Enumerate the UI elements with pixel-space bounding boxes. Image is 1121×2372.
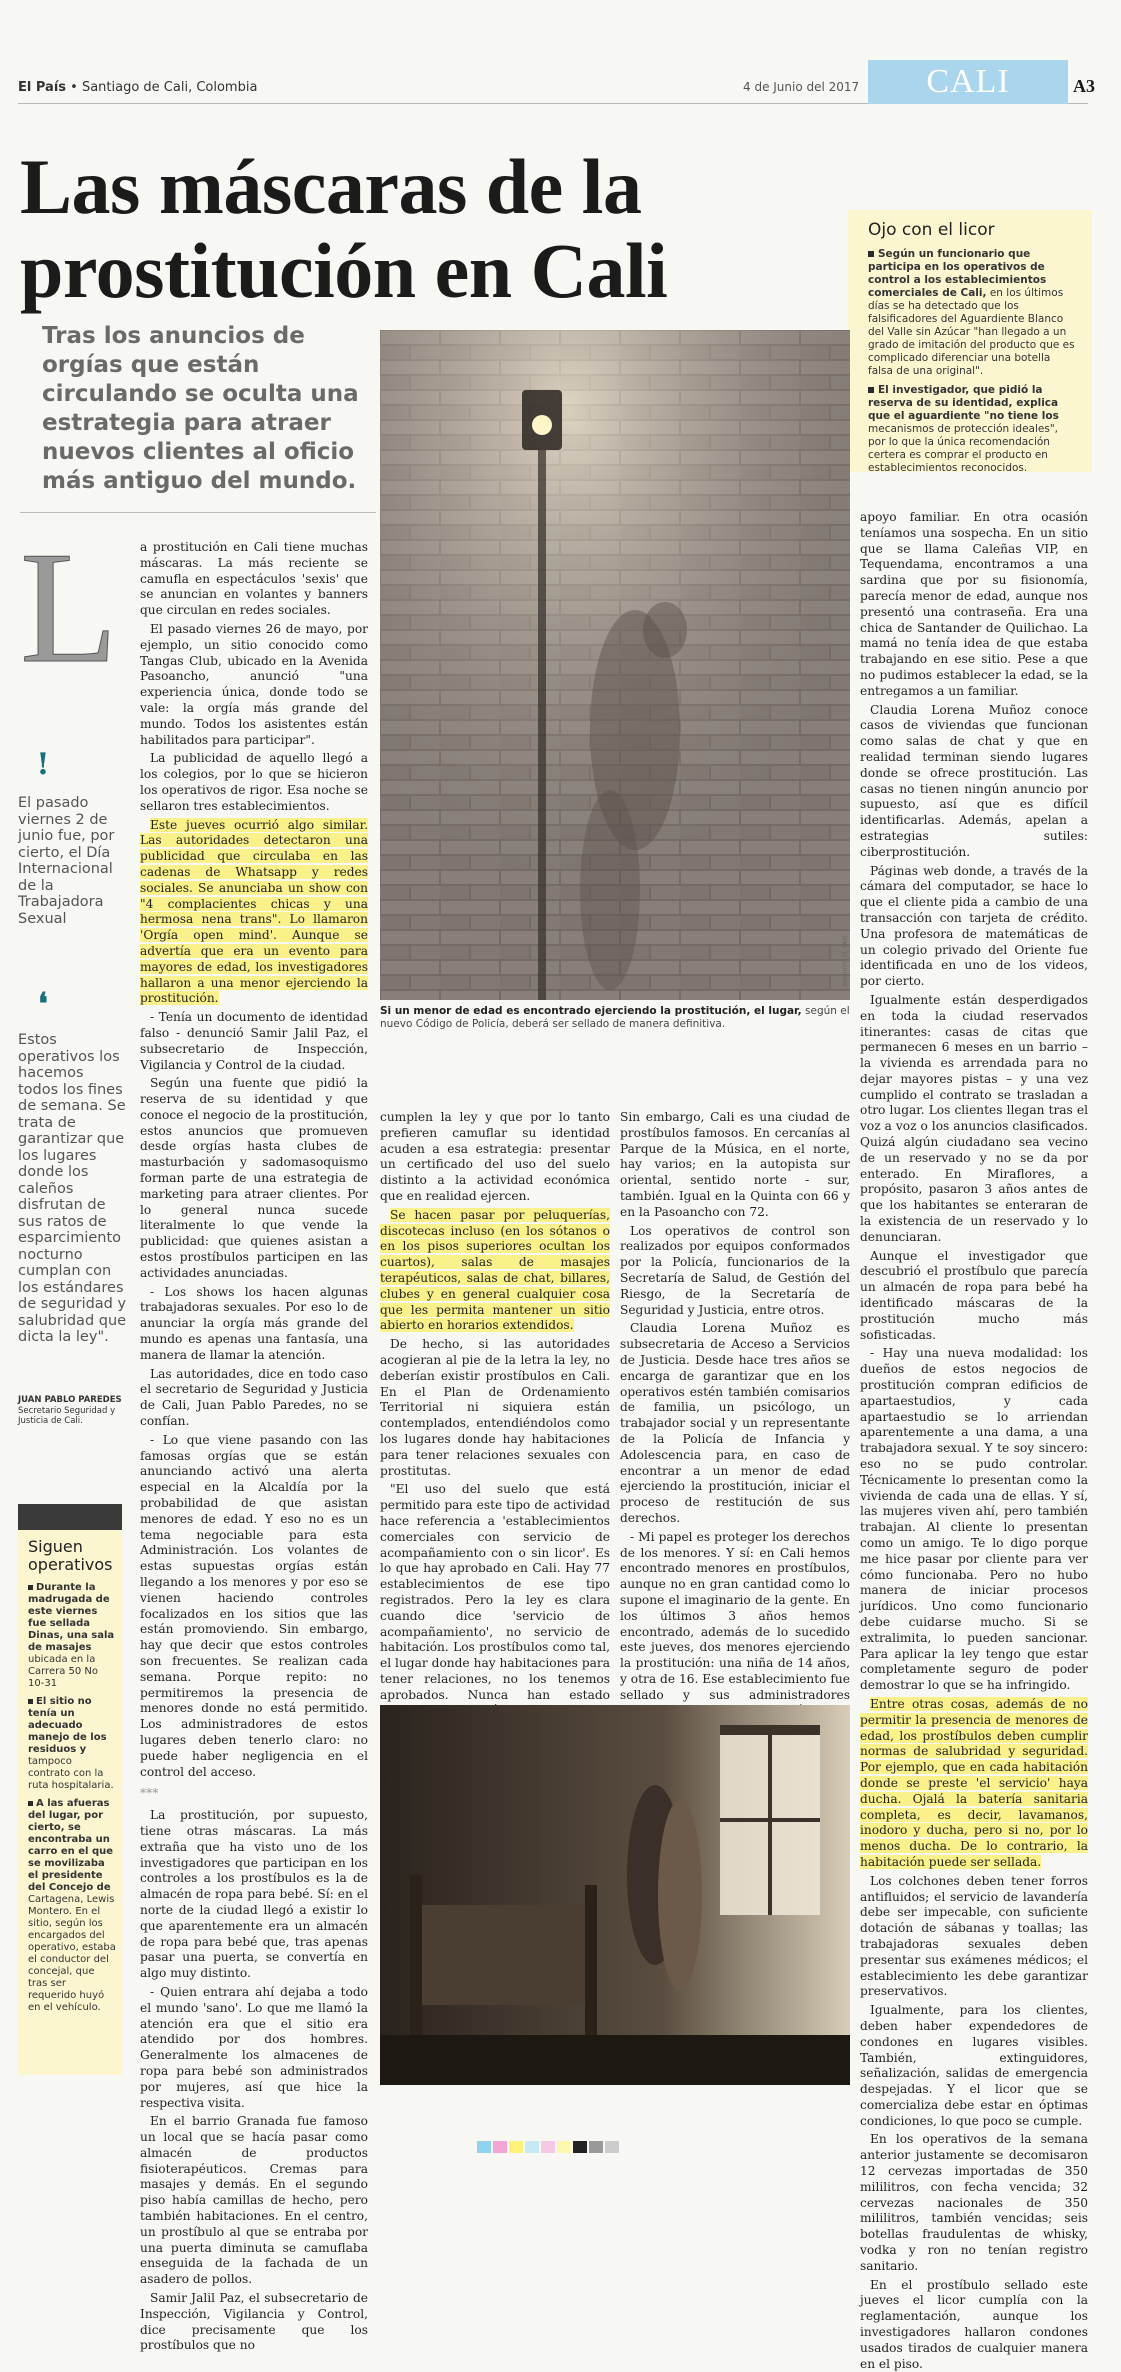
brick-wall-illustration: [380, 330, 850, 1000]
print-color-bar: [477, 2138, 621, 2150]
paragraph: Páginas web donde, a través de la cámara del computador, se hace lo que el cliente pida a cambio de una transacción con tarjeta de crédito. Una profesora de matemáticas de un colegio privado del Oriente fue identificada en uno de los videos, por cierto.: [860, 863, 1088, 989]
publication-city: Santiago de Cali, Colombia: [81, 80, 258, 95]
paragraph: - Lo que viene pasando con las famosas orgías que se están anunciando activó una alerta especial en la Alcaldía por la probabilidad de que asistan menores de edad. Y eso no es un tema negociable para esta Administración. Los volantes de estas supuestas orgías están llegando a los menores y por eso se vienen haciendo controles focalizados en los sitios que las están promoviendo. Sin embargo, hay que decir que estos controles son frecuentes. Se realizan cada semana. Porque repito: no permitiremos la presencia de menores donde no está permitido. Los administradores de estos lugares deben tenerlo claro: no puede haber negligencia en el control del acceso.: [140, 1432, 368, 1779]
photo-caption-lead: Si un menor de edad es encontrado ejerciendo la prostitución, el lugar,: [380, 1005, 802, 1017]
bullet-square-icon: [868, 251, 874, 257]
sidebar-licor-item-lead: Según un funcionario que participa en los operativos de control a los establecimientos comerciales de Cali,: [868, 248, 1047, 299]
sidebar-operativos-title: Siguen operativos: [28, 1537, 113, 1574]
sidebar-operativos-item-lead: A las afueras del lugar, por cierto, se encontraba un carro en el que se movilizaba el presidente del Concejo de: [28, 1798, 114, 1893]
quote-mark-icon: ❛: [38, 987, 48, 1022]
sidebar-licor-item-text: en los últimos días se ha detectado que los falsificadores del Aguardiente Blanco del Valle sin Azúcar "han llegado a un grado de imitación del producto que es complicado diferenciar una botella falsa de una original".: [868, 287, 1075, 377]
photo-caption-text: según el nuevo Código de Policía, deberá ser sellado de manera definitiva.: [380, 1005, 850, 1030]
sidebar-licor-item: [868, 248, 1078, 378]
paragraph: Los colchones deben tener forros antifluidos; el servicio de lavandería debe ser impecable, con suficiente dotación de sábanas y toallas; las trabajadoras sexuales deben presentar sus exámenes médicos; el establecimiento les debe garantizar preservativos.: [860, 1873, 1088, 1999]
paragraph-highlighted: [860, 1697, 1088, 1871]
sidebar-licor-title: Ojo con el licor: [868, 220, 995, 240]
bullet-square-icon: [868, 387, 874, 393]
paragraph: Claudia Lorena Muñoz es subsecretaria de Acceso a Servicios de Justicia. Desde hace tres años se encarga de garantizar que en los operativos estén también comisarios de familia, un psicólogo, un trabajador social y un representante de la Policía de Infancia y Adolescencia para, en caso de encontrar a un menor de edad ejerciendo la prostitución, iniciar el proceso de restitución de sus derechos.: [620, 1321, 850, 1525]
sidebar-licor-item: [868, 384, 1078, 475]
paragraph: Igualmente están desperdigados en toda la ciudad reservados itinerantes: casas de citas que permanecen 6 meses en un barrio – la vivienda es arrendada para no dejar mayores pistas – y una vez cumplido el contrato se trasladan a otro lugar. Los clientes llegan tras el voz a voz o los anuncios clasificados. Quizá algún ciudadano sea vecino de un reservado y no se da por enterado. En Miraflores, a propósito, pasaron 3 años antes de que los habitantes se enteraran de la existencia de un reservado y lo denunciaran.: [860, 992, 1088, 1244]
pull-quote: Estos operativos los hacemos todos los fines de semana. Se trata de garantizar que los lugares donde los caleños disfrutan de sus ratos de esparcimiento nocturno cumplan con los estándares de seguridad y salubridad que dicta la ley".: [18, 1032, 127, 1345]
paragraph: En los operativos de la semana anterior justamente se decomisaron 12 cervezas importadas de 350 mililitros, con fecha vencida; 32 cervezas nacionales de 350 mililitros, también vencidas; seis botellas fraudulentas de whisky, vodka y ron no tenían registro sanitario.: [860, 2132, 1088, 2273]
sidebar-operativos: [18, 1530, 122, 2075]
room-illustration: [380, 1705, 850, 2085]
issue-date: 4 de Junio del 2017: [743, 80, 860, 94]
highlighted-text: Entre otras cosas, además de no permitir la presencia de menores de edad, los prostíbulos deben cumplir normas de salubridad y seguridad. Por ejemplo, que en cada habitación donde se preste 'el servicio' haya ducha. Ojalá la batería sanitaria completa, es decir, lavamanos, inodoro y ducha, pero si no, por lo menos ducha. De lo contrario, la habitación puede ser sellada.: [860, 1696, 1088, 1869]
paragraph: Samir Jalil Paz, el subsecretario de Inspección, Vigilancia y Control, dice precisamente que los prostíbulos que no: [140, 2291, 368, 2353]
paragraph: Los operativos de control son realizados por equipos conformados por la Policía, funcionarios de la Secretaría de Salud, de Gestión del Riesgo, de la Secretaría de Seguridad y Justicia, entre otros.: [620, 1223, 850, 1317]
headline: Las máscaras de la prostitución en Cali: [20, 143, 668, 314]
sidebar-operativos-item-text: ubicada en la Carrera 50 No 10-31: [28, 1654, 99, 1689]
paragraph: - Quien entrara ahí dejaba a todo el mundo 'sano'. Lo que me llamó la atención era que el sitio era atendido por dos hombres. Generalmente los almacenes de ropa para bebé son administrados por mujeres, así que hice la respectiva visita.: [140, 1984, 368, 2110]
pull-quote-source: [18, 1395, 128, 1427]
bullet-square-icon: [28, 1585, 33, 1590]
sidebar-operativos-item-lead: El sitio no tenía un adecuado manejo de los residuos y: [28, 1696, 107, 1755]
sidebar-operativos-item: [28, 1582, 116, 1690]
photo-brick-wall-shadow: [380, 330, 850, 1000]
paragraph: Claudia Lorena Muñoz conoce casos de viviendas que funcionan como salas de chat y que en realidad terminan siendo lugares donde se ofrece prostitución. Las casas no tienen ningún anuncio por supuesto, así que es difícil identificarlas. Además, apelan a estrategias sutiles: ciberprostitución.: [860, 702, 1088, 859]
paragraph-highlighted: [380, 1208, 610, 1334]
sidebar-licor-item-text: mecanismos de protección ideales", por lo que la única recomendación certera es comprar el producto en establecimientos reconocidos.: [868, 423, 1058, 474]
paragraph: "El uso del suelo que está permitido para este tipo de actividad hace referencia a 'establecimientos comerciales con servicio de acompañamiento con o sin licor'. Es lo que hay aprobado en Cali. Hay 77 establecimientos de ese tipo registrados. Pero la ley es clara cuando dice 'servicio de acompañamiento', no servicio de habitación. Los prostíbulos como tal, el lugar donde hay habitaciones para tener relaciones, no los tenemos aprobados. Nunca han estado: [380, 1482, 610, 1702]
publication-name: El País: [18, 80, 67, 95]
sidebar-operativos-item-text: tampoco contrato con la ruta hospitalaria.: [28, 1756, 114, 1791]
photo-credit: ARCHIVO EL PAÍS: [842, 935, 849, 987]
sidebar-operativos-bar: [18, 1504, 122, 1530]
photo-couple-room: [380, 1705, 850, 2085]
paragraph: - Los shows los hacen algunas trabajadoras sexuales. Por eso lo de anunciar la orgía más grande del mundo es apenas una fantasía, una manera de llamar la atención.: [140, 1284, 368, 1362]
paragraph: apoyo familiar. En otra ocasión teníamos una sospecha. En un sitio que se llama Caleñas VIP, en Tequendama, encontramos a una sardina que por su fisionomía, parecía menor de edad, aunque nos presentó una contraseña. Era una chica de Santander de Quilichao. La mamá no tenía idea de que estaba trabajando en ese sitio. Pese a que no pudimos establecer la edad, se la entregamos a un familiar.: [860, 510, 1088, 698]
paragraph: Las autoridades, dice en todo caso el secretario de Seguridad y Justicia de Cali, Juan Pablo Paredes, no se confían.: [140, 1366, 368, 1429]
paragraph: cumplen la ley y que por lo tanto prefieren camuflar su identidad acuden a esa estrategia: presentar un certificado del uso del suelo distinto a la actividad económica que en realidad ejercen.: [380, 1110, 610, 1203]
paragraph-highlighted: [140, 818, 368, 1008]
paragraph: La publicidad de aquello llegó a los colegios, por lo que se hicieron los operativos de rigor. Esa noche se sellaron tres establecimientos.: [140, 751, 368, 813]
article-column-3: [620, 1110, 850, 1700]
publication-line: El País • Santiago de Cali, Colombia: [18, 80, 258, 95]
paragraph: a prostitución en Cali tiene muchas máscaras. La más reciente se camufla en espectáculos 'sexis' que se anuncian en volantes y banners que circulan en redes sociales.: [140, 540, 368, 618]
sidebar-licor: [848, 210, 1092, 472]
article-column-4: [860, 510, 1088, 2371]
paragraph: En el prostíbulo sellado este jueves el licor cumplía con la reglamentación, aunque los investigadores hallaron condones usados tirados de cualquier manera en el piso.: [860, 2277, 1088, 2371]
deck-rule: [20, 512, 376, 513]
paragraph: Sin embargo, Cali es una ciudad de prostíbulos famosos. En cercanías al Parque de la Música, en el norte, hay varios; en la autopista sur oriental, sentido norte - sur, también. Igual en la Quinta con 66 y en la Pasoancho con 72.: [620, 1110, 850, 1219]
sidebar-licor-item-lead: El investigador, que pidió la reserva de su identidad, explica que el aguardiente "no tiene los: [868, 384, 1059, 422]
paragraph: Igualmente, para los clientes, deben haber expendedores de condones en lugares visibles. También, extinguidores, señalización, salidas de emergencia despejadas. Y el licor que se comercializa debe estar en óptimas condiciones, lo que poco se cumple.: [860, 2003, 1088, 2128]
drop-cap: L: [20, 518, 118, 696]
highlighted-text: Este jueves ocurrió algo similar. Las autoridades detectaron una publicidad que circulaba en las cadenas de Whatsapp y redes sociales. Se anunciaba un show con "4 complacientes chicas y una hermosa nena trans". Lo llamaron 'Orgía open mind'. Aunque se advertía que era un evento para mayores de edad, los investigadores hallaron a una menor ejerciendo la prostitución.: [140, 817, 368, 1006]
section-label: CALI: [868, 60, 1068, 104]
photo-caption: [380, 1005, 850, 1031]
exclamation-icon: !: [36, 747, 50, 782]
article-column-1: [140, 540, 368, 2353]
paragraph: El pasado viernes 26 de mayo, por ejemplo, un sitio conocido como Tangas Club, ubicado en la Avenida Pasoancho, anunció "una experiencia única, donde todo se vale: la orgía más grande del mundo. Todos los asistentes están habilitados para participar".: [140, 621, 368, 747]
highlighted-text: Se hacen pasar por peluquerías, discotecas incluso (en los sótanos o en los pisos superiores ocultan los cuartos), salas de masajes terapéuticos, salas de chat, billares, clubes y en general cualquier cosa que les permita mantener un sitio abierto en horarios extendidos.: [380, 1207, 610, 1333]
sidebar-operativos-item-lead: Durante la madrugada de este viernes fue sellada Dinas, una sala de masajes: [28, 1582, 115, 1653]
paragraph: Según una fuente que pidió la reserva de su identidad y que conoce el negocio de la prostitución, estos anuncios que promueven desde orgías hasta clubes de masturbación y sadomasoquismo forman parte de una estrategia de marketing para atraer clientes. Por lo general nunca sucede literalmente lo que vende la publicidad: que quienes asistan a estos prostíbulos participen en las actividades anunciadas.: [140, 1076, 368, 1280]
article-column-2: [380, 1110, 610, 1700]
paragraph: En el barrio Granada fue famoso un local que se hacía pasar como almacén de productos fisioterapéuticos. Cremas para masajes y demás. En el segundo piso había camillas de hecho, pero también habitaciones. En el centro, un prostíbulo al que se entraba por una puerta diminuta se camuflaba enseguida de la fachada de un asadero de pollos.: [140, 2114, 368, 2287]
paragraph: - Hay una nueva modalidad: los dueños de estos negocios de prostitución compran edificios de apartaestudios, y cada apartaestudio se lo arriendan aparentemente a una dama, a una trabajadora sexual. Y te soy sincero: eso no se pudo controlar. Técnicamente lo presentan como la vivienda de cada una de ellas. Y sí, las mujeres viven ahí, pero también trabajan. Al cliente lo presentan como un amigo. Te lo digo porque me hice pasar por cliente para ver cómo funcionaba. Pero no hubo manera de iniciar procesos jurídicos. Uno como funcionario debe cuidarse mucho. Si se extralimita, lo pueden sancionar. Para aplicar la ley tengo que estar completamente seguro de poder demostrar lo que se ha infringido.: [860, 1346, 1088, 1693]
paragraph: Aunque el investigador que descubrió el prostíbulo que parecía un almacén de ropa para bebé ha identificado máscaras de la prostitución mucho más sofisticadas.: [860, 1248, 1088, 1342]
bullet-square-icon: [28, 1801, 33, 1806]
sidebar-operativos-item-text: Cartagena, Lewis Montero. En el sitio, según los encargados del operativo, estaba el conductor del concejal, que tras ser requerido huyó en el vehículo.: [28, 1894, 116, 2013]
paragraph: - Tenía un documento de identidad falso - denunció Samir Jalil Paz, el subsecretario de Inspección, Vigilancia y Control de la ciudad.: [140, 1010, 368, 1072]
pull-quote-source-role: Secretario Seguridad y Justicia de Cali.: [18, 1405, 116, 1426]
page-header: [18, 63, 1095, 104]
paragraph: La prostitución, por supuesto, tiene otras máscaras. La más extraña que ha visto uno de los investigadores que participan en los controles a los prostíbulos es la de almacén de ropa para bebé. Sí: en el norte de la ciudad llegó a existir lo que aparentemente era un almacén de ropa para bebé que, tras apenas pasar una puerta, se convertía en algo muy distinto.: [140, 1808, 368, 1981]
headline-deck: Tras los anuncios de orgías que están circulando se oculta una estrategia para atraer nuevos clientes al oficio más antiguo del mundo.: [42, 323, 359, 494]
paragraph: - Mi papel es proteger los derechos de los menores. Y sí: en Cali hemos encontrado menores en prostíbulos, aunque no en gran cantidad como lo supone el imaginario de la gente. En los últimos 3 años hemos encontrado, además de lo sucedido este jueves, dos menores ejerciendo la prostitución: una niña de 14 años, y otra de 16. Ese establecimiento fue sellado y sus administradores: [620, 1529, 850, 1702]
section-break: ***: [140, 1786, 159, 1801]
bullet-square-icon: [28, 1699, 33, 1704]
sidebar-operativos-item: [28, 1798, 116, 2014]
sidebar-operativos-item: [28, 1696, 116, 1792]
pull-fact: El pasado viernes 2 de junio fue, por cierto, el Día Internacional de la Trabajadora Sexual: [18, 795, 115, 927]
page-number: A3: [1073, 76, 1095, 96]
pull-quote-source-name: JUAN PABLO PAREDES: [18, 1395, 122, 1405]
paragraph: De hecho, si las autoridades acogieran al pie de la letra la ley, no deberían existir prostíbulos en Cali. En el Plan de Ordenamiento Territorial ni siquiera están contemplados, entendiéndolos como los lugares donde hay habitaciones para tener relaciones sexuales con prostitutas.: [380, 1337, 610, 1478]
